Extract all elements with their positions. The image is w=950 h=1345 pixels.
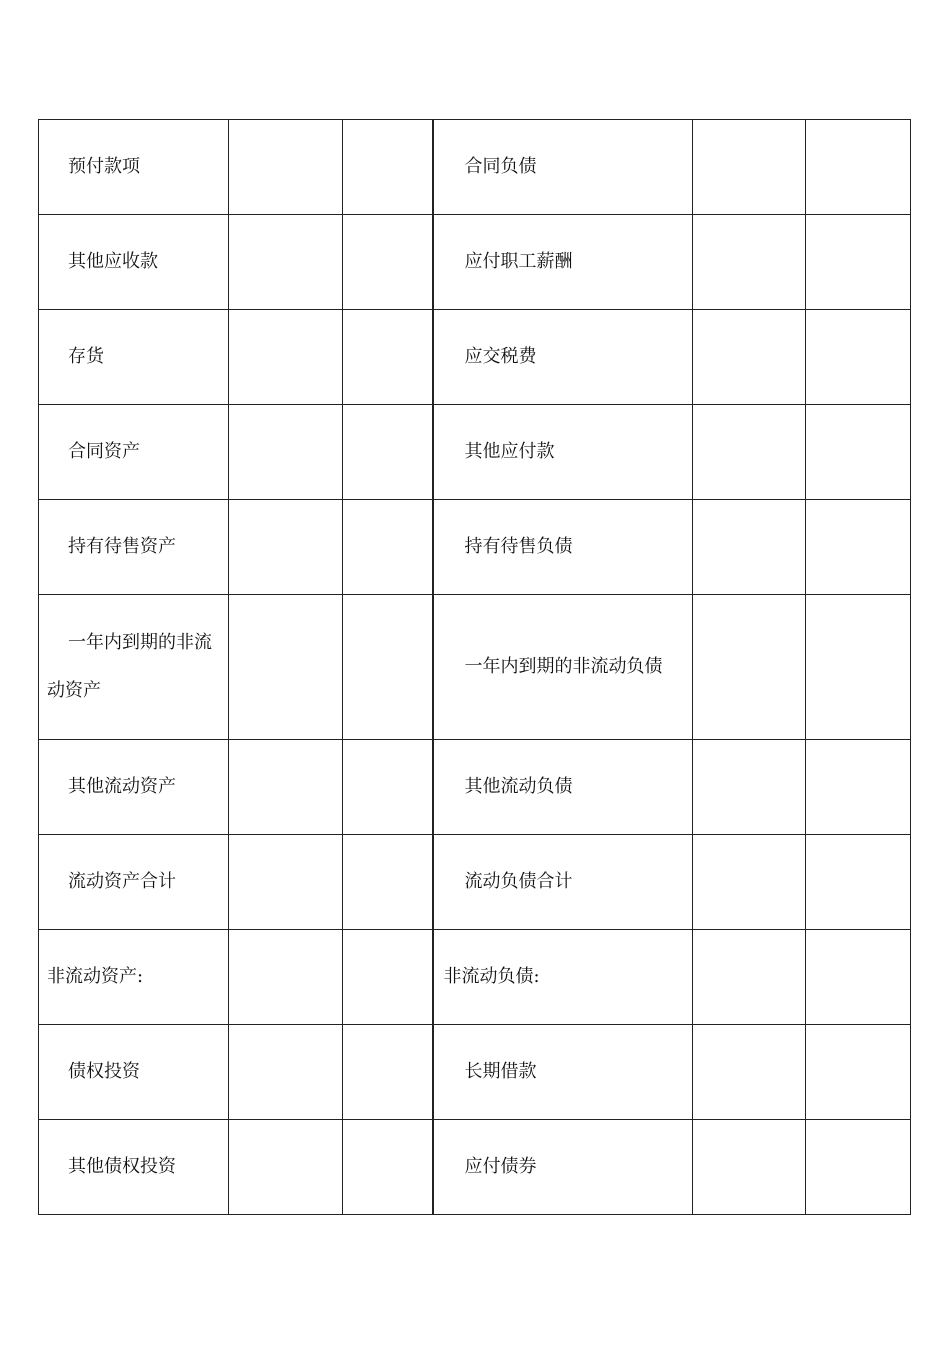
asset-label: 预付款项 xyxy=(68,156,140,177)
asset-label: 其他流动资产 xyxy=(68,776,176,797)
asset-value-cell-1 xyxy=(229,835,343,930)
liability-label: 应付职工薪酬 xyxy=(464,251,573,272)
liability-value-cell-1 xyxy=(693,1120,806,1215)
asset-label: 债权投资 xyxy=(68,1061,140,1082)
table-row xyxy=(39,595,911,740)
asset-value-cell-2 xyxy=(343,310,433,405)
asset-value-cell-2 xyxy=(343,1025,433,1120)
liability-label: 流动负债合计 xyxy=(464,871,573,892)
liability-value-cell-2 xyxy=(806,930,911,1025)
asset-label: 持有待售资产 xyxy=(68,536,176,557)
asset-label-cell xyxy=(39,310,229,405)
liability-value-cell-2 xyxy=(806,1120,911,1215)
liability-value-cell-1 xyxy=(693,1025,806,1120)
asset-value-cell-2 xyxy=(343,120,433,215)
asset-value-cell-1 xyxy=(229,1025,343,1120)
asset-value-cell-2 xyxy=(343,740,433,835)
asset-value-cell-2 xyxy=(343,215,433,310)
balance-sheet-page xyxy=(38,119,910,1215)
table-row xyxy=(39,1025,911,1120)
asset-value-cell-1 xyxy=(229,120,343,215)
liability-label-cell xyxy=(433,500,693,595)
liability-value-cell-2 xyxy=(806,310,911,405)
liability-label: 应交税费 xyxy=(464,346,537,367)
liability-label-cell xyxy=(433,215,693,310)
liability-value-cell-1 xyxy=(693,930,806,1025)
asset-label-cell xyxy=(39,930,229,1025)
asset-value-cell-2 xyxy=(343,835,433,930)
asset-label-cell xyxy=(39,740,229,835)
asset-label: 其他债权投资 xyxy=(68,1156,176,1177)
asset-value-cell-1 xyxy=(229,500,343,595)
liability-value-cell-2 xyxy=(806,215,911,310)
asset-label: 非流动资产: xyxy=(47,966,144,987)
liability-value-cell-2 xyxy=(806,740,911,835)
liability-label: 持有待售负债 xyxy=(464,536,573,557)
liability-label-cell xyxy=(433,310,693,405)
table-row xyxy=(39,215,911,310)
liability-label-cell xyxy=(433,120,693,215)
asset-value-cell-1 xyxy=(229,1120,343,1215)
asset-value-cell-2 xyxy=(343,500,433,595)
liability-label-cell xyxy=(433,930,693,1025)
asset-value-cell-1 xyxy=(229,930,343,1025)
asset-label-cell xyxy=(39,595,229,740)
table-row xyxy=(39,310,911,405)
table-row xyxy=(39,405,911,500)
table-row xyxy=(39,835,911,930)
asset-value-cell-2 xyxy=(343,930,433,1025)
liability-label-cell xyxy=(433,740,693,835)
liability-value-cell-1 xyxy=(693,595,806,740)
table-body xyxy=(39,120,911,1215)
liability-label: 非流动负债: xyxy=(443,966,540,987)
asset-value-cell-1 xyxy=(229,215,343,310)
asset-value-cell-1 xyxy=(229,310,343,405)
liability-label: 其他流动负债 xyxy=(464,776,573,797)
asset-label: 一年内到期的非流动资产 xyxy=(47,632,212,701)
liability-value-cell-1 xyxy=(693,405,806,500)
asset-value-cell-1 xyxy=(229,595,343,740)
asset-label-cell xyxy=(39,120,229,215)
liability-value-cell-2 xyxy=(806,1025,911,1120)
asset-label-cell xyxy=(39,1025,229,1120)
liability-value-cell-2 xyxy=(806,835,911,930)
liability-value-cell-2 xyxy=(806,500,911,595)
asset-label-cell xyxy=(39,215,229,310)
asset-label: 合同资产 xyxy=(68,441,140,462)
asset-label-cell xyxy=(39,835,229,930)
liability-value-cell-1 xyxy=(693,835,806,930)
liability-value-cell-2 xyxy=(806,595,911,740)
table-row xyxy=(39,500,911,595)
liability-label-cell xyxy=(433,1025,693,1120)
liability-value-cell-1 xyxy=(693,215,806,310)
liability-label: 一年内到期的非流动负债 xyxy=(464,656,663,677)
balance-sheet-table xyxy=(38,119,911,1215)
liability-value-cell-1 xyxy=(693,500,806,595)
asset-label: 其他应收款 xyxy=(68,251,158,272)
asset-value-cell-1 xyxy=(229,740,343,835)
liability-label-cell xyxy=(433,405,693,500)
liability-label: 长期借款 xyxy=(464,1061,537,1082)
asset-label-cell xyxy=(39,1120,229,1215)
asset-value-cell-2 xyxy=(343,405,433,500)
liability-value-cell-1 xyxy=(693,740,806,835)
liability-label-cell xyxy=(433,595,693,740)
liability-label: 合同负债 xyxy=(464,156,537,177)
liability-value-cell-1 xyxy=(693,310,806,405)
asset-value-cell-1 xyxy=(229,405,343,500)
asset-label: 流动资产合计 xyxy=(68,871,176,892)
liability-value-cell-2 xyxy=(806,120,911,215)
liability-label: 应付债券 xyxy=(464,1156,537,1177)
asset-value-cell-2 xyxy=(343,1120,433,1215)
asset-label-cell xyxy=(39,500,229,595)
table-row xyxy=(39,1120,911,1215)
liability-label: 其他应付款 xyxy=(464,441,555,462)
liability-label-cell xyxy=(433,1120,693,1215)
liability-label-cell xyxy=(433,835,693,930)
table-row xyxy=(39,740,911,835)
asset-label-cell xyxy=(39,405,229,500)
liability-value-cell-1 xyxy=(693,120,806,215)
table-row xyxy=(39,930,911,1025)
liability-value-cell-2 xyxy=(806,405,911,500)
asset-value-cell-2 xyxy=(343,595,433,740)
asset-label: 存货 xyxy=(68,346,104,367)
table-row xyxy=(39,120,911,215)
